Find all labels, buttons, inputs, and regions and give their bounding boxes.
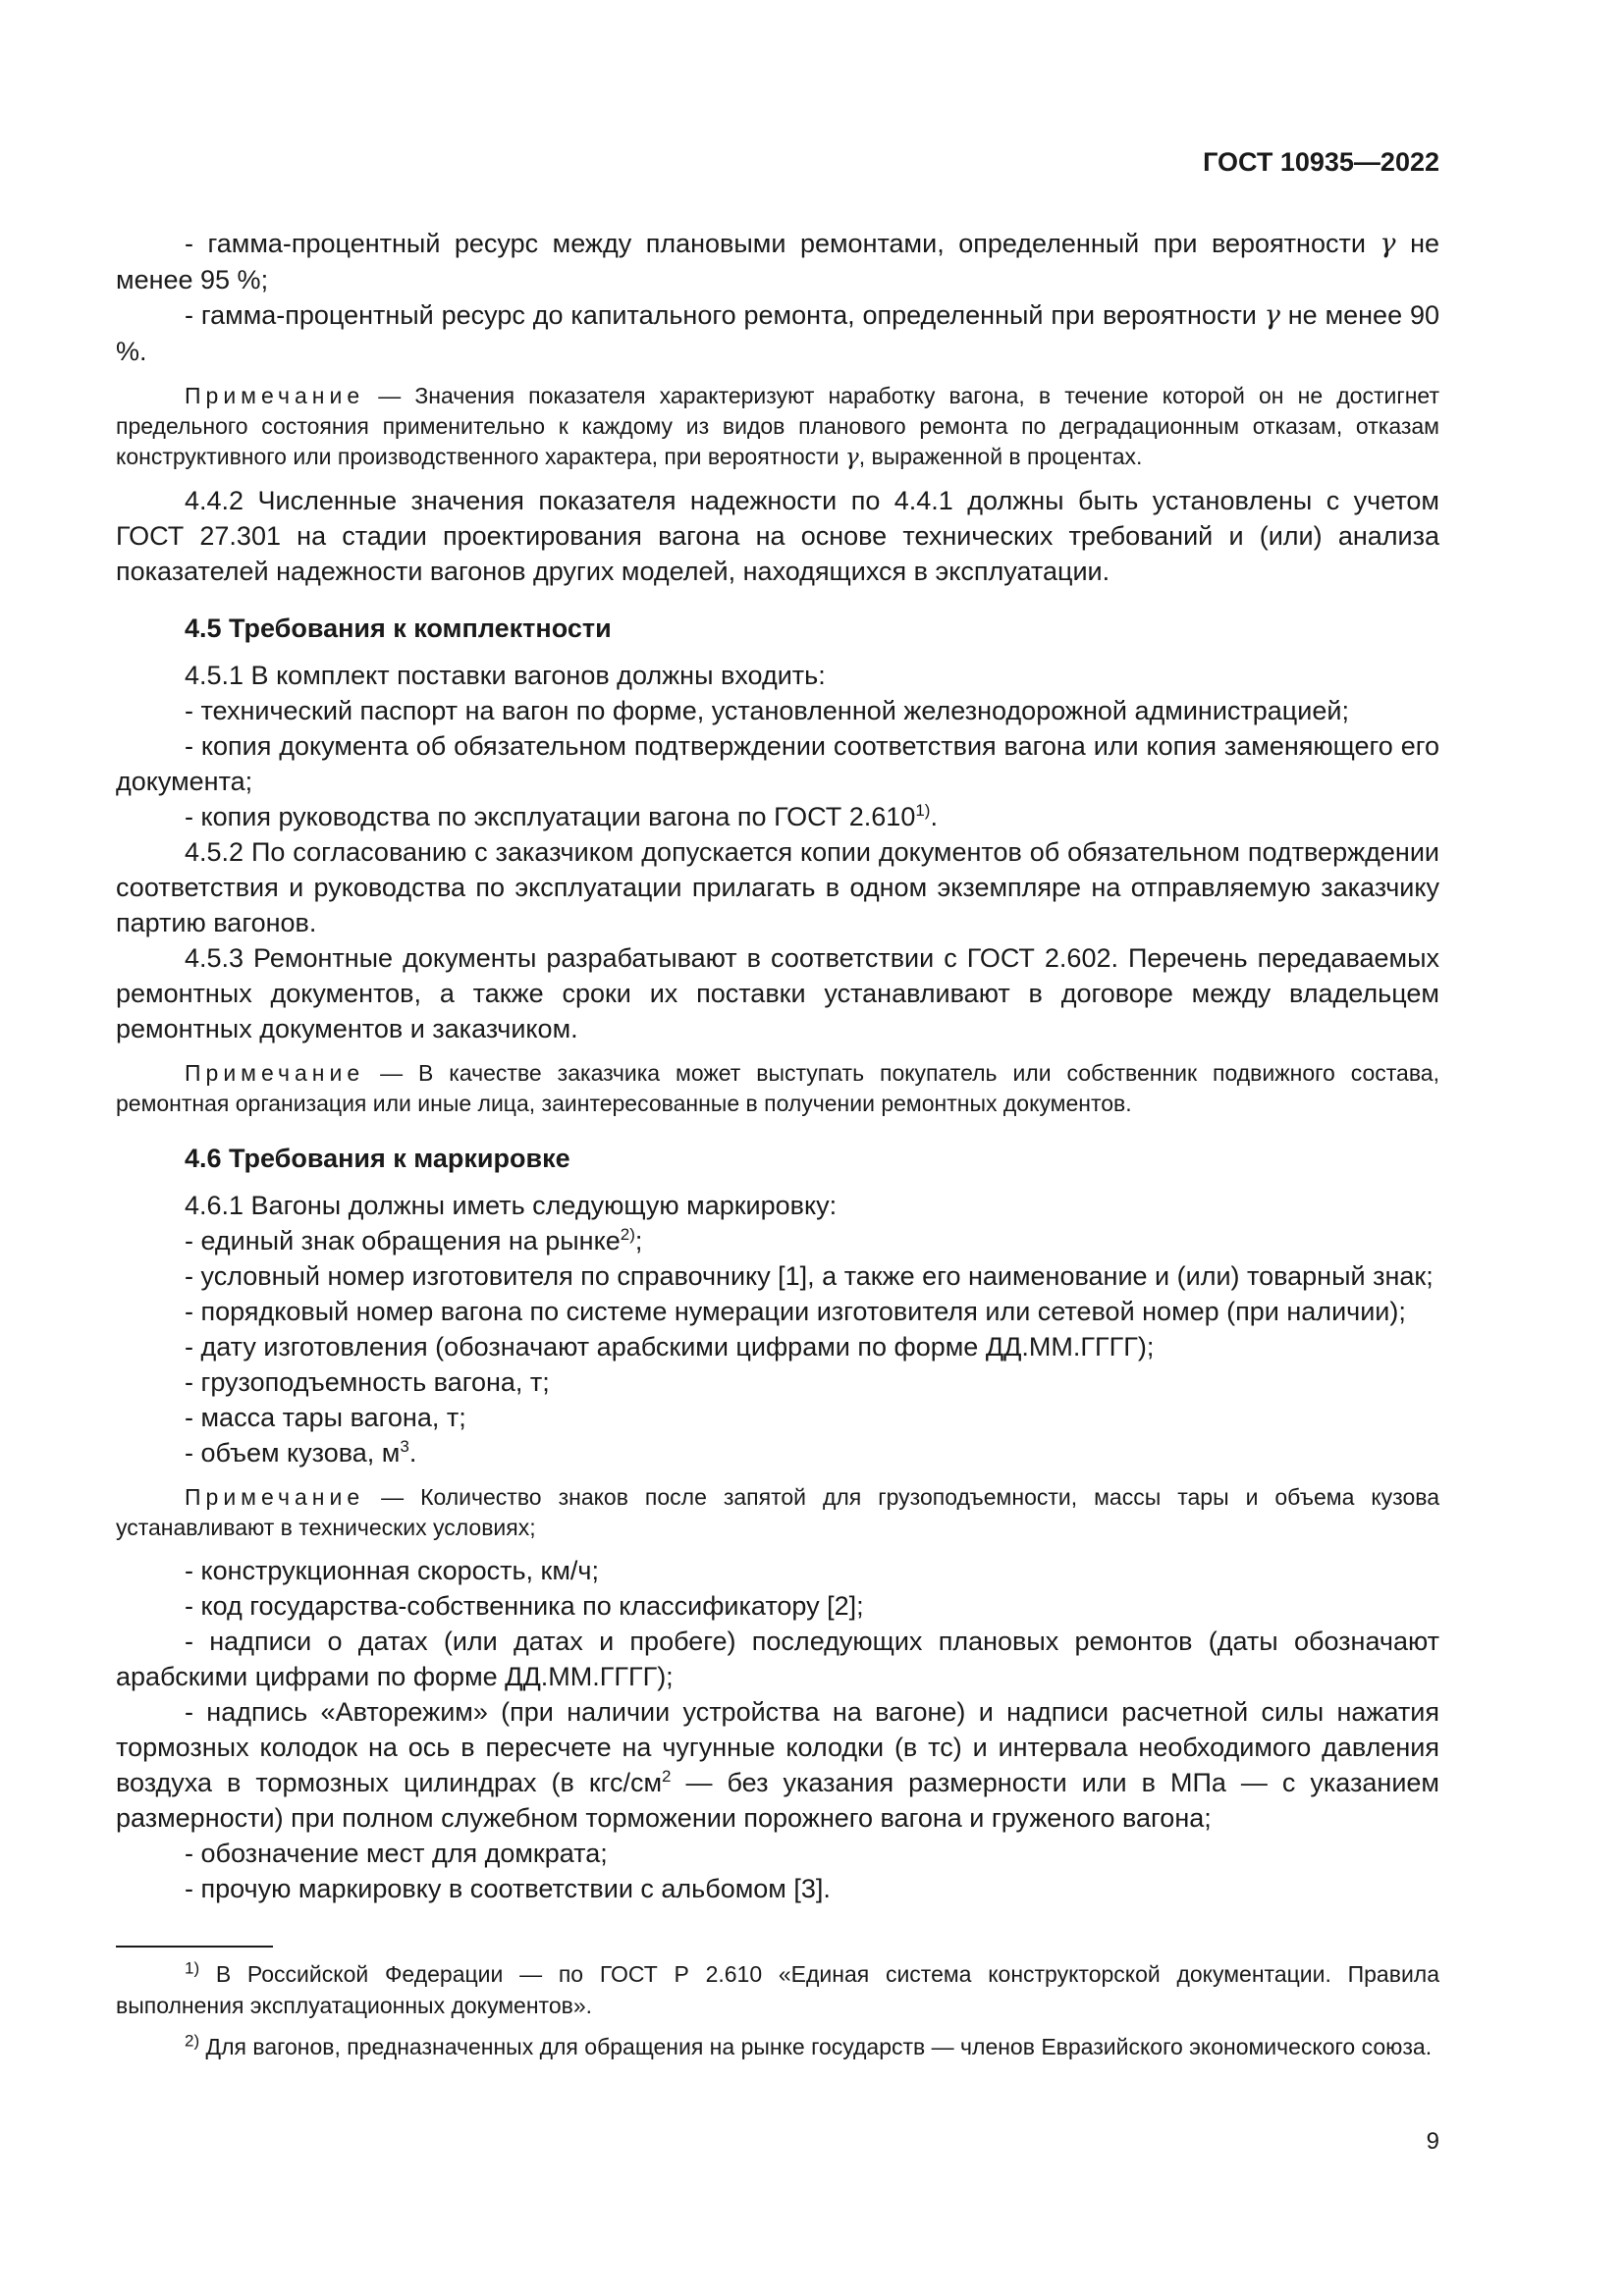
list-item: - технический паспорт на вагон по форме, установленной железнодорожной администрацией; <box>185 696 1349 725</box>
paragraph-4-5-1: 4.5.1 В комплект поставки вагонов должны входить: <box>185 661 826 690</box>
gamma-symbol: γ <box>1264 300 1280 331</box>
footnote-divider <box>116 1946 273 1948</box>
list-item: - грузоподъемность вагона, т; <box>185 1367 550 1397</box>
note-2: Примечание — В качестве заказчика может выступать покупатель или собственник подвижного состава, ремонтная организация или иные лица, заинтересованные в получении ремонтных документов. <box>116 1060 1439 1116</box>
list-item: - надпись «Авторежим» (при наличии устройства на вагоне) и надписи расчетной силы нажатия тормозных колодок на ось в пересчете на чугунные колодки (в тс) и интервала необходимого давления воздуха в тормозных цилиндрах (в кгс/$см^2$ — без указания размерности или в МПа — с указанием размерности) при полном служебном торможении порожнего вагона и груженого вагона; <box>116 1697 1439 1833</box>
list-item: - порядковый номер вагона по системе нумерации изготовителя или сетевой номер (при наличии); <box>185 1297 1406 1326</box>
page-number: 9 <box>1426 2128 1439 2155</box>
note-label: Примечание <box>185 383 365 408</box>
note-label: Примечание <box>185 1484 365 1510</box>
list-item: - код государства-собственника по классификатору [2]; <box>185 1591 864 1621</box>
note-label: Примечание <box>185 1060 365 1086</box>
footnote-mark: 2) <box>185 2031 200 2051</box>
superscript: 2 <box>662 1767 672 1786</box>
list-item: - прочую маркировку в соответствии с альбомом [3]. <box>185 1874 831 1903</box>
paragraph-gamma-resource-2: - гамма-процентный ресурс до капитального ремонта, определенный при вероятности γ не менее 90 %. <box>116 300 1439 366</box>
footnote-1: $^{1)}$ В Российской Федерации — по ГОСТ Р 2.610 «Единая система конструкторской документации. Правила выполнения эксплуатационных документов». <box>116 1958 1439 2018</box>
list-item: - копия руководства по эксплуатации вагона по ГОСТ 2.610$^{1)}$. <box>185 801 938 831</box>
list-item: - объем кузова, $м^3$. <box>185 1437 417 1468</box>
paragraph-4-4-2: 4.4.2 Численные значения показателя надежности по 4.4.1 должны быть установлены с учетом ГОСТ 27.301 на стадии проектирования вагона на основе технических требований и (или) анализа показателей надежности вагонов других моделей, находящихся в эксплуатации. <box>116 486 1439 586</box>
footnote-ref: 2) <box>620 1225 635 1244</box>
paragraph-4-5-2: 4.5.2 По согласованию с заказчиком допускается копии документов об обязательном подтверждении соответствия и руководства по эксплуатации прилагать в одном экземпляре на отправляемую заказчику партию вагонов. <box>116 837 1439 937</box>
footnote-2: $^{2)}$ Для вагонов, предназначенных для обращения на рынке государств — членов Евразийского экономического союза. <box>185 2031 1433 2059</box>
note-3: Примечание — Количество знаков после запятой для грузоподъемности, массы тары и объема кузова устанавливают в технических условиях; <box>116 1484 1439 1540</box>
list-item: - надписи о датах (или датах и пробеге) последующих плановых ремонтов (даты обозначают арабскими цифрами по форме ДД.ММ.ГГГГ); <box>116 1627 1439 1691</box>
section-heading-4-5: 4.5 Требования к комплектности <box>185 614 612 643</box>
footnote-ref: 1) <box>915 801 931 820</box>
list-item: - условный номер изготовителя по справочнику [1], а также его наименование и (или) товарный знак; <box>185 1261 1434 1291</box>
list-item: - обозначение мест для домкрата; <box>185 1839 608 1868</box>
list-item: - конструкционная скорость, км/ч; <box>185 1556 599 1585</box>
gamma-symbol: γ <box>1380 229 1396 259</box>
footnote-mark: 1) <box>185 1958 200 1978</box>
paragraph-4-5-3: 4.5.3 Ремонтные документы разрабатывают в соответствии с ГОСТ 2.602. Перечень передаваемых ремонтных документов, а также сроки их поставки устанавливают в договоре между владельцем ремонтных документов и заказчиком. <box>116 943 1439 1043</box>
document-header: ГОСТ 10935—2022 <box>1203 147 1439 177</box>
note-1: Примечание — Значения показателя характеризуют наработку вагона, в течение которой он не достигнет предельного состояния применительно к каждому из видов планового ремонта по деградационным отказам, отказам конструктивного или производственного характера, при вероятности γ, выраженной в процентах. <box>116 383 1439 470</box>
list-item: - дату изготовления (обозначают арабскими цифрами по форме ДД.ММ.ГГГГ); <box>185 1332 1155 1362</box>
paragraph-4-6-1: 4.6.1 Вагоны должны иметь следующую маркировку: <box>185 1191 838 1220</box>
document-body <box>116 226 1439 1906</box>
list-item: - масса тары вагона, т; <box>185 1403 466 1432</box>
section-heading-4-6: 4.6 Требования к маркировке <box>185 1144 570 1173</box>
footnotes <box>116 1958 1439 2072</box>
paragraph-gamma-resource-1: - гамма-процентный ресурс между плановыми ремонтами, определенный при вероятности γ не менее 95 %; <box>116 229 1439 294</box>
superscript: 3 <box>400 1437 409 1456</box>
gamma-symbol: γ <box>844 445 859 470</box>
list-item: - единый знак обращения на рынке$^{2)}$; <box>185 1225 643 1255</box>
list-item: - копия документа об обязательном подтверждении соответствия вагона или копия заменяющего его документа; <box>116 731 1439 796</box>
